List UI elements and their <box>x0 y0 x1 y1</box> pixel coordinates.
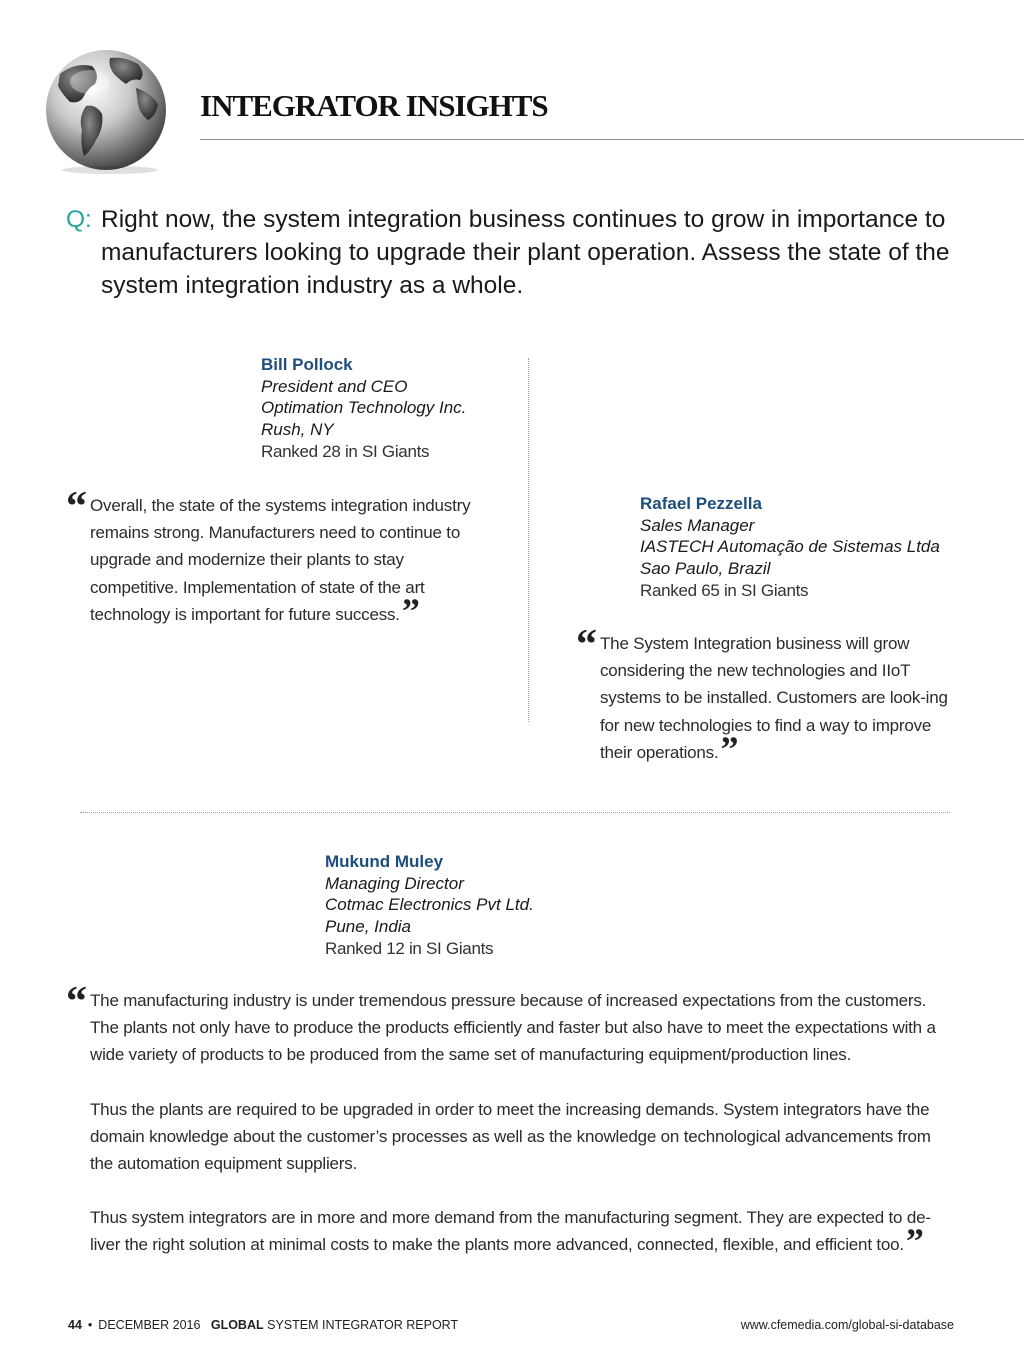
question-block <box>66 203 966 302</box>
question-text: Right now, the system integration business continues to grow in importance to manufacturers looking to upgrade their plant operation. Assess the state of the system integration industry as a whole. <box>101 206 950 299</box>
quote-paragraph: Thus system integrators are in more and more demand from the manufacturing segment. They are expected to de-liver the right solution at minimal costs to make the plants more advanced, connected, flexible, and efficient too.” <box>90 1208 931 1262</box>
respondent-name: Bill Pollock <box>261 355 353 374</box>
issue-date: DECEMBER 2016 <box>98 1318 201 1332</box>
respondent-rank: Ranked 28 in SI Giants <box>261 441 430 461</box>
publication-name-bold: GLOBAL <box>210 1318 264 1332</box>
page-footer <box>68 1318 458 1332</box>
open-quote-icon: “ <box>576 622 597 668</box>
publication-name: SYSTEM INTEGRATOR REPORT <box>267 1318 459 1332</box>
respondent-info <box>640 493 980 602</box>
respondent-title: President and CEO <box>261 376 408 396</box>
open-quote-icon: “ <box>66 484 87 530</box>
respondent-quote <box>576 622 952 769</box>
section-divider <box>80 812 950 813</box>
header-rule <box>200 139 1024 140</box>
respondent-quote <box>66 979 958 1262</box>
page-number: 44 <box>68 1318 82 1332</box>
question-label: Q: <box>66 206 92 233</box>
respondent-location: Rush, NY <box>261 420 334 440</box>
open-quote-icon: “ <box>66 979 87 1025</box>
respondent-company: Optimation Technology Inc. <box>261 398 467 418</box>
respondent-company: Cotmac Electronics Pvt Ltd. <box>325 895 534 915</box>
respondent-company: IASTECH Automação de Sistemas Ltda <box>640 537 940 557</box>
respondent-location: Sao Paulo, Brazil <box>640 559 771 579</box>
respondent-location: Pune, India <box>325 917 412 937</box>
respondent-quote <box>66 484 490 631</box>
quote-paragraph: Overall, the state of the systems integration industry remains strong. Manufacturers need to continue to upgrade and modernize their plants to stay competitive. Implementation of state of the art technology is important for future success.” <box>90 496 471 631</box>
footer-separator: • <box>87 1318 93 1332</box>
respondent-title: Sales Manager <box>640 515 755 535</box>
globe-icon <box>40 44 172 176</box>
respondent-name: Rafael Pezzella <box>640 494 762 513</box>
respondent-rank: Ranked 65 in SI Giants <box>640 580 809 600</box>
quote-paragraph: Thus the plants are required to be upgraded in order to meet the increasing demands. System integrators have the domain knowledge about the customer’s processes as well as the knowledge on technological advancements from the automation equipment suppliers. <box>90 1099 931 1174</box>
respondent-rank: Ranked 12 in SI Giants <box>325 938 494 958</box>
respondent-name: Mukund Muley <box>325 852 444 871</box>
close-quote-icon: ” <box>905 1221 924 1262</box>
respondent-title: Managing Director <box>325 873 464 893</box>
respondent-info <box>325 851 645 960</box>
quote-paragraph: The System Integration business will grow considering the new technologies and IIoT systems to be installed. Customers are look-ing for new technologies to find a way to improve their operations.” <box>600 634 948 769</box>
close-quote-icon: ” <box>720 728 739 769</box>
close-quote-icon: ” <box>401 590 420 631</box>
page-title: INTEGRATOR INSIGHTS <box>200 88 548 123</box>
quote-paragraph: The manufacturing industry is under tremendous pressure because of increased expectations from the customers. The plants not only have to produce the products efficiently and faster but also have to meet the expectations with a wide variety of products to be produced from the same set of manufacturing equipment/production lines. <box>90 991 936 1065</box>
footer-url: www.cfemedia.com/global-si-database <box>740 1318 954 1332</box>
respondent-info <box>261 354 541 463</box>
